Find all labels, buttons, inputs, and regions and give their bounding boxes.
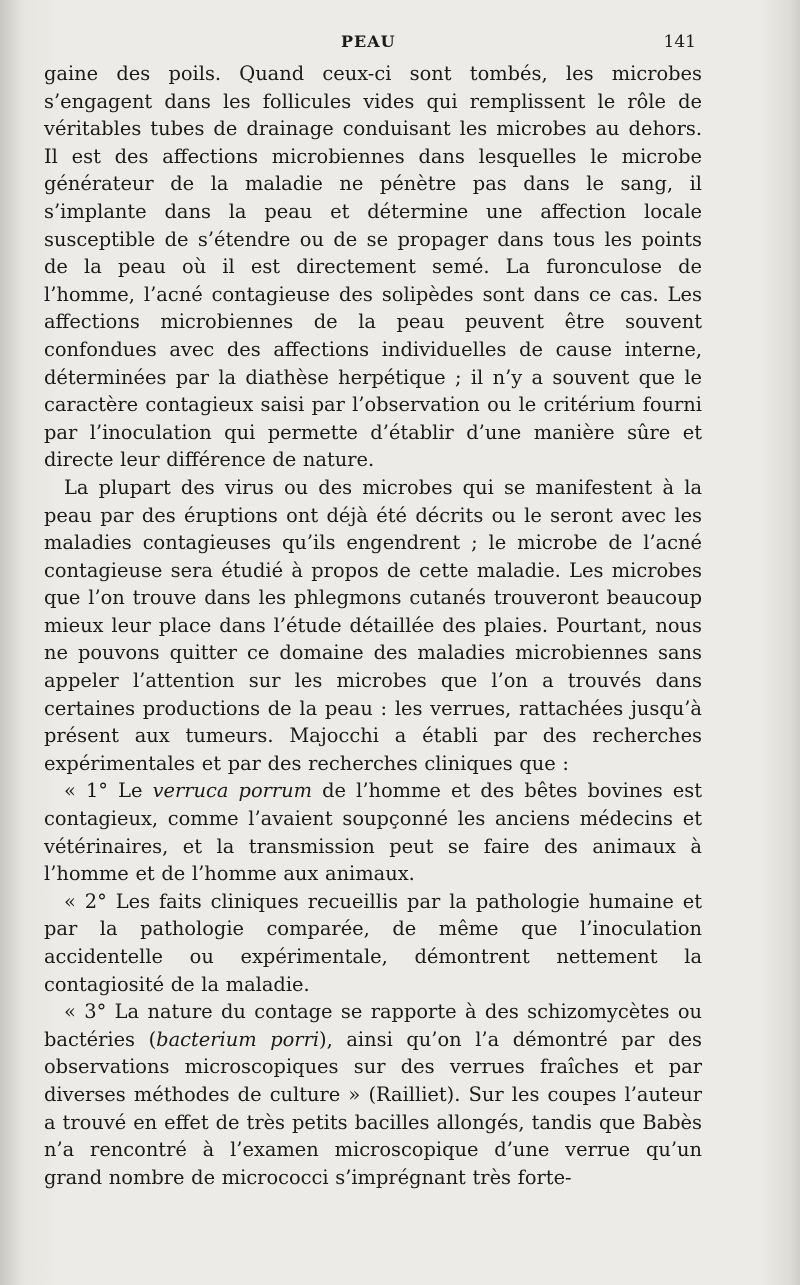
paragraph-text: de l’homme et des bêtes bovines est contagieux, comme l’avaient soupçonné les anciens médecins et vétérinaires, et la transmission peut se faire des animaux à l’homme et de l’homme aux animaux. — [44, 779, 702, 886]
paragraph-1 — [44, 60, 702, 474]
page-header — [0, 32, 800, 56]
body-text — [44, 60, 702, 1191]
paragraph-text: « 2° Les faits cliniques recueillis par la pathologie humaine et par la pathologie comparée, de même que l’inoculation accidentelle ou expérimentale, démontrent nettement la contagiosité de la maladie. — [44, 889, 702, 996]
paragraph-text: « 1° Le — [64, 779, 153, 803]
paragraph-text: gaine des poils. Quand ceux-ci sont tombés, les microbes s’engagent dans les follicules vides qui remplissent le rôle de véritables tubes de drainage conduisant les microbes au dehors. Il est des affections microbiennes dans lesquelles le microbe générateur de la maladie ne pénètre pas dans le sang, il s’implante dans la peau et détermine une affection locale susceptible de s’étendre ou de se propager dans tous les points de la peau où il est directement semé. La furonculose de l’homme, l’acné contagieuse des solipèdes sont dans ce cas. Les affections microbiennes de la peau peuvent être souvent confondues avec des affections individuelles de cause interne, déterminées par la diathèse herpétique ; il n’y a souvent que le caractère contagieux saisi par l’observation ou le critérium fourni par l’inoculation qui permette d’établir d’une manière sûre et directe leur différence de nature. — [44, 62, 702, 472]
paragraph-text: La plupart des virus ou des microbes qui se manifestent à la peau par des éruptions ont déjà été décrits ou le seront avec les maladies contagieuses qu’ils engendrent ; le microbe de l’acné contagieuse sera étudié à propos de cette maladie. Les microbes que l’on trouve dans les phlegmons cutanés trouveront beaucoup mieux leur place dans l’étude détaillée des plaies. Pourtant, nous ne pouvons quitter ce domaine des maladies microbiennes sans appeler l’attention sur les microbes que l’on a trouvés dans certaines productions de la peau : les verrues, rattachées jusqu’à présent aux tumeurs. Majocchi a établi par des recherches expérimentales et par des recherches cliniques que : — [44, 475, 702, 775]
paragraph-text: ), ainsi qu’on l’a démontré par des observations microscopiques sur des verrues fraîches et par diverses méthodes de culture » (Railliet). Sur les coupes l’auteur a trouvé en effet de très petits bacilles allongés, tandis que Babès n’a rencontré à l’examen microscopique d’une verrue qu’un grand nombre de micrococci s’imprégnant très forte- — [44, 1027, 702, 1189]
paragraph-3 — [44, 777, 702, 887]
page-number: 141 — [663, 32, 696, 52]
latin-term: bacterium porri — [156, 1027, 320, 1051]
paragraph-text: « 3° La nature du contage se rapporte à des schizomycètes ou bactéries ( — [44, 1000, 702, 1051]
paragraph-5 — [44, 998, 702, 1191]
paragraph-2 — [44, 474, 702, 778]
paragraph-4 — [44, 888, 702, 998]
latin-term: verruca porrum — [152, 779, 313, 803]
running-head: PEAU — [341, 32, 396, 51]
